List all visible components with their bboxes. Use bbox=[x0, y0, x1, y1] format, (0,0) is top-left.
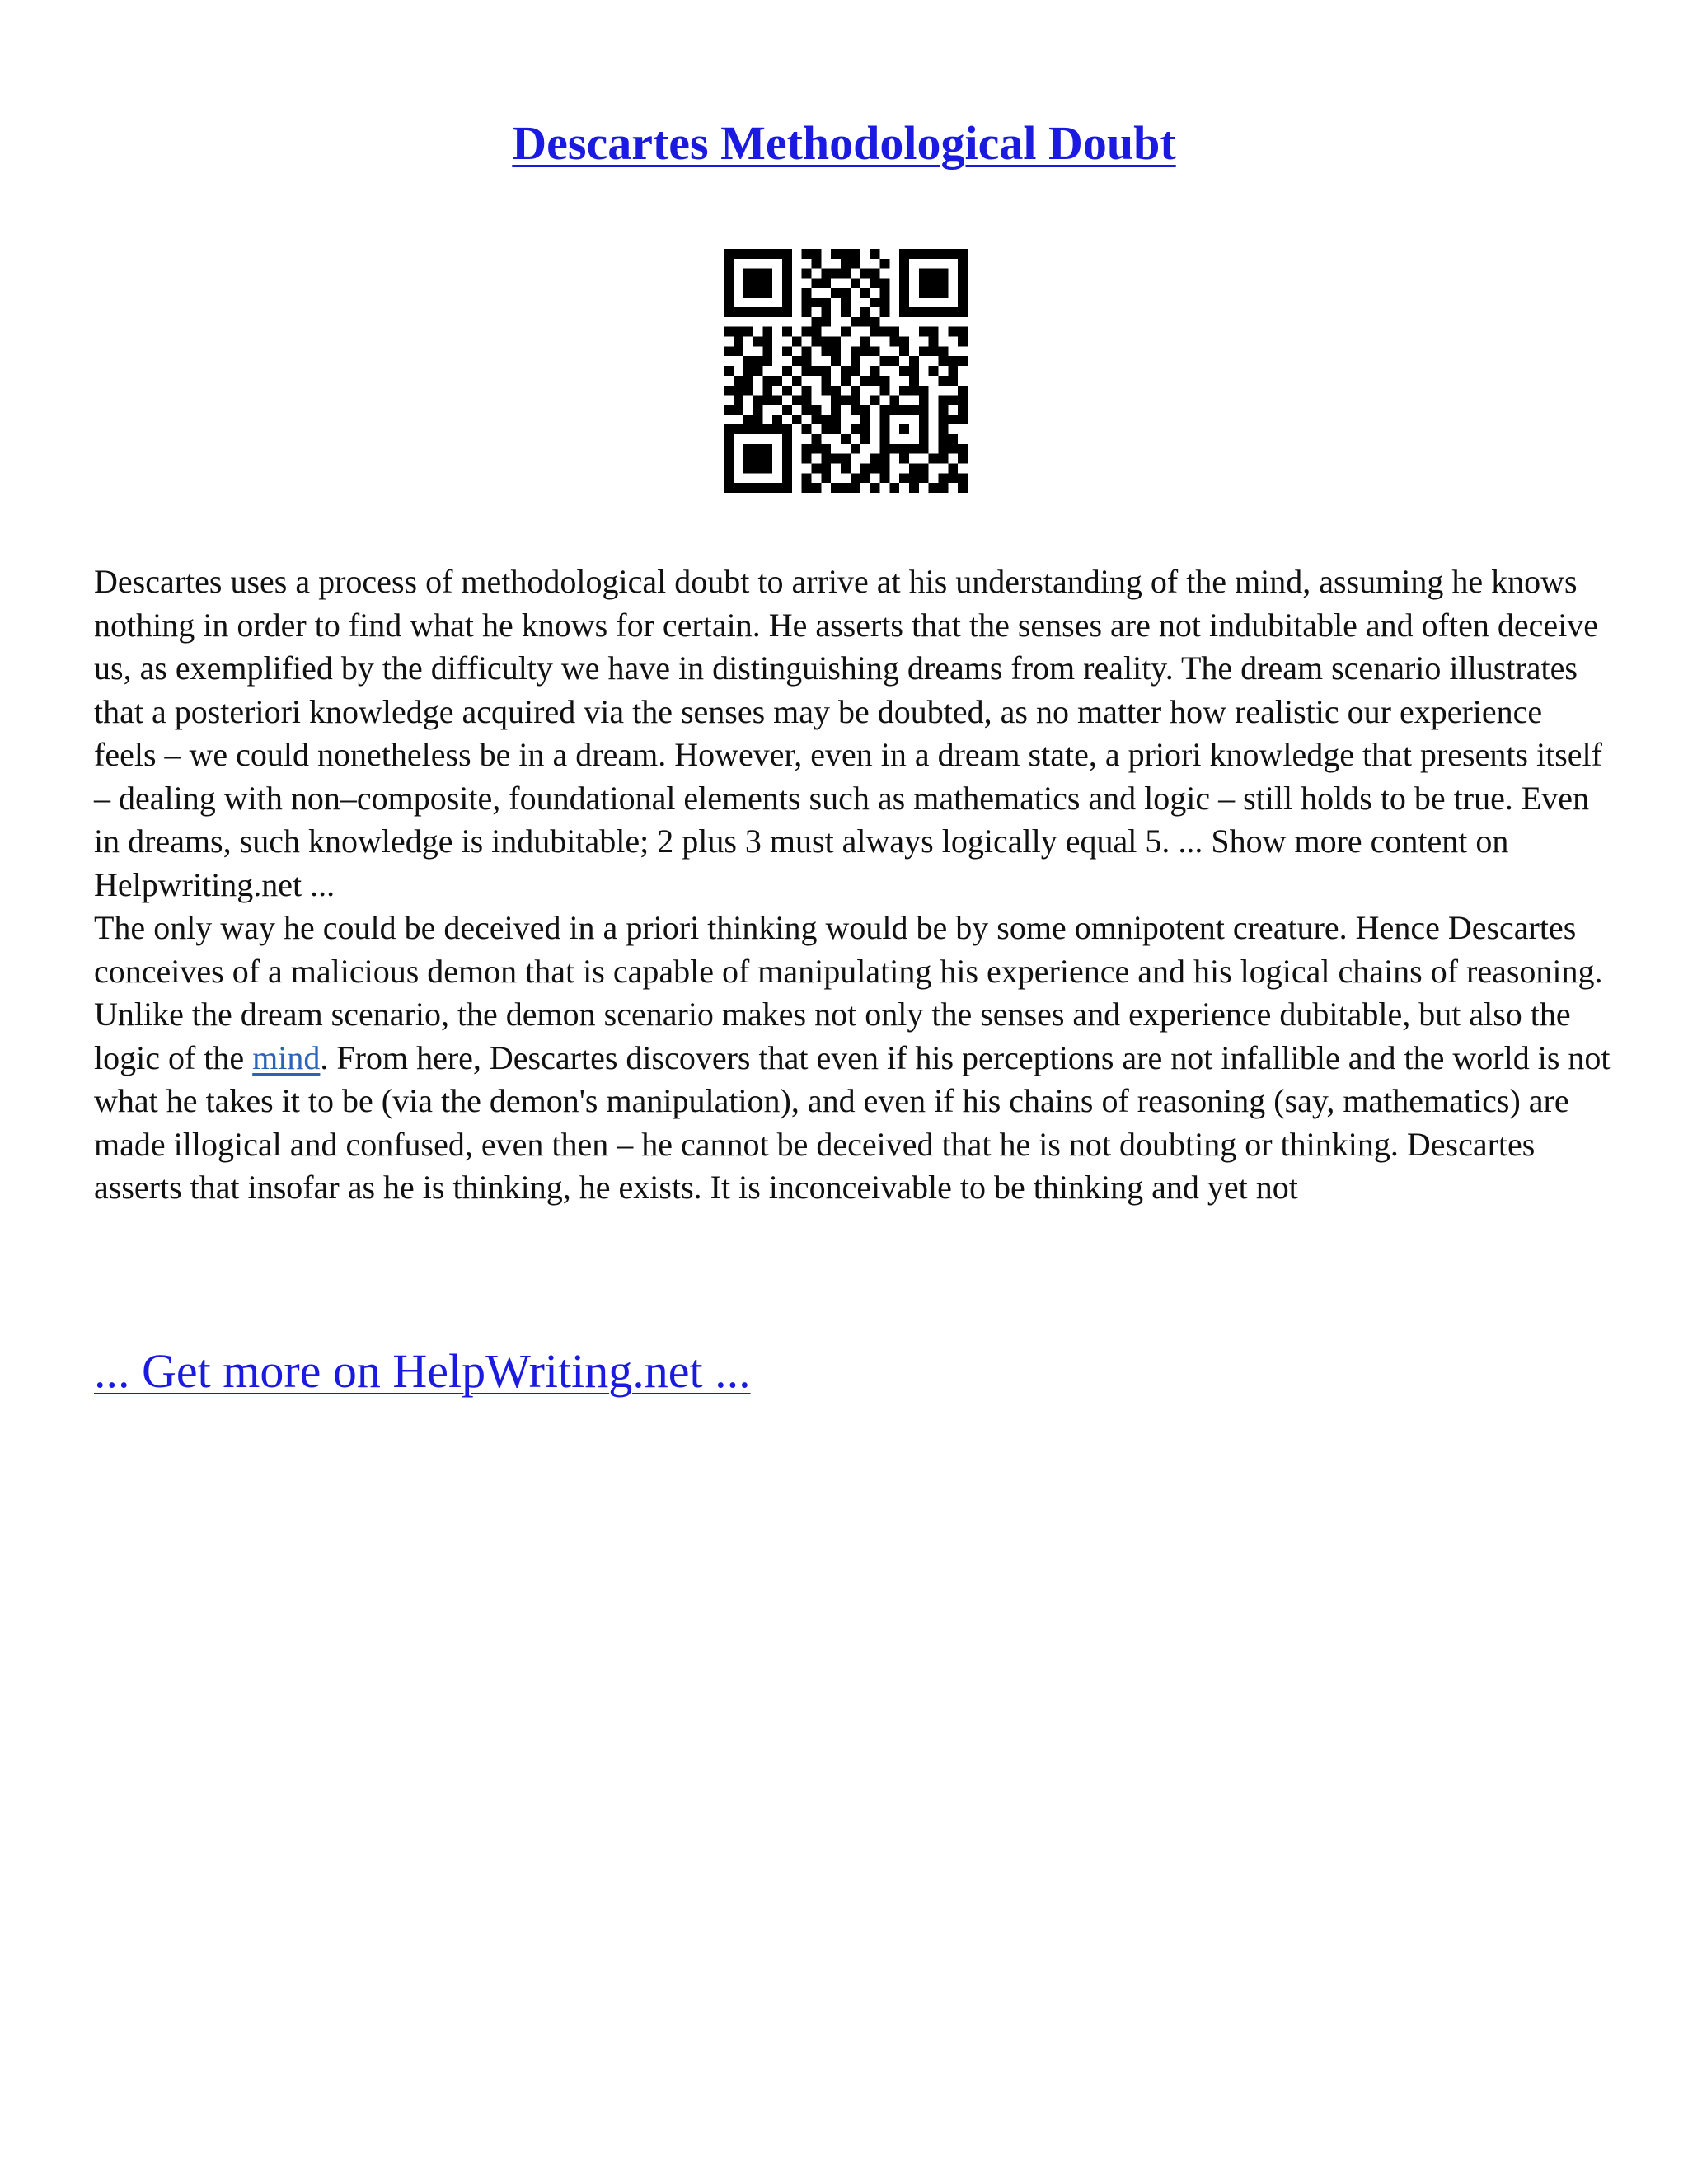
paragraph-2-text-after-link: . From here, Descartes discovers that even if his perceptions are not infallible and the world is not what he takes it to be (via the demon's manipulation), and even if his chains of reasoning (say, mathematics) are made illogical and confused, even then – he cannot be deceived that he is not doubting or thinking. Descartes asserts that insofar as he is thinking, he exists. It is inconceivable to be thinking and yet not bbox=[94, 1038, 1611, 1206]
paragraph-2-text-before-link: The only way he could be deceived in a priori thinking would be by some omnipotent creature. Hence Descartes conceives of a malicious demon that is capable of manipulating his experience and his logical chains of reasoning. Unlike the dream scenario, the demon scenario makes not only the senses and experience dubitable, but also the logic of the bbox=[94, 909, 1603, 1076]
qr-code-graphic bbox=[724, 249, 968, 493]
more-link-container bbox=[94, 1343, 751, 1399]
get-more-link[interactable]: ... Get more on HelpWriting.net ... bbox=[94, 1344, 751, 1398]
qr-code-icon bbox=[724, 249, 968, 493]
paragraph-1: Descartes uses a process of methodological doubt to arrive at his understanding of the mind, assuming he knows nothing in order to find what he knows for certain. He asserts that the senses are not indubitable and often deceive us, as exemplified by the difficulty we have in distinguishing dreams from reality. The dream scenario illustrates that a posteriori knowledge acquired via the senses may be doubted, as no matter how realistic our experience feels – we could nonetheless be in a dream. However, even in a dream state, a priori knowledge that presents itself – dealing with non–composite, foundational elements such as mathematics and logic – still holds to be true. Even in dreams, such knowledge is indubitable; 2 plus 3 must always logically equal 5. ... Show more content on Helpwriting.net ... bbox=[94, 563, 1602, 903]
title-container bbox=[0, 115, 1688, 171]
mind-link[interactable]: mind bbox=[252, 1038, 321, 1076]
document-title-link[interactable]: Descartes Methodological Doubt bbox=[512, 116, 1176, 170]
paragraph-2 bbox=[94, 907, 1611, 1210]
document-body bbox=[94, 560, 1611, 1210]
